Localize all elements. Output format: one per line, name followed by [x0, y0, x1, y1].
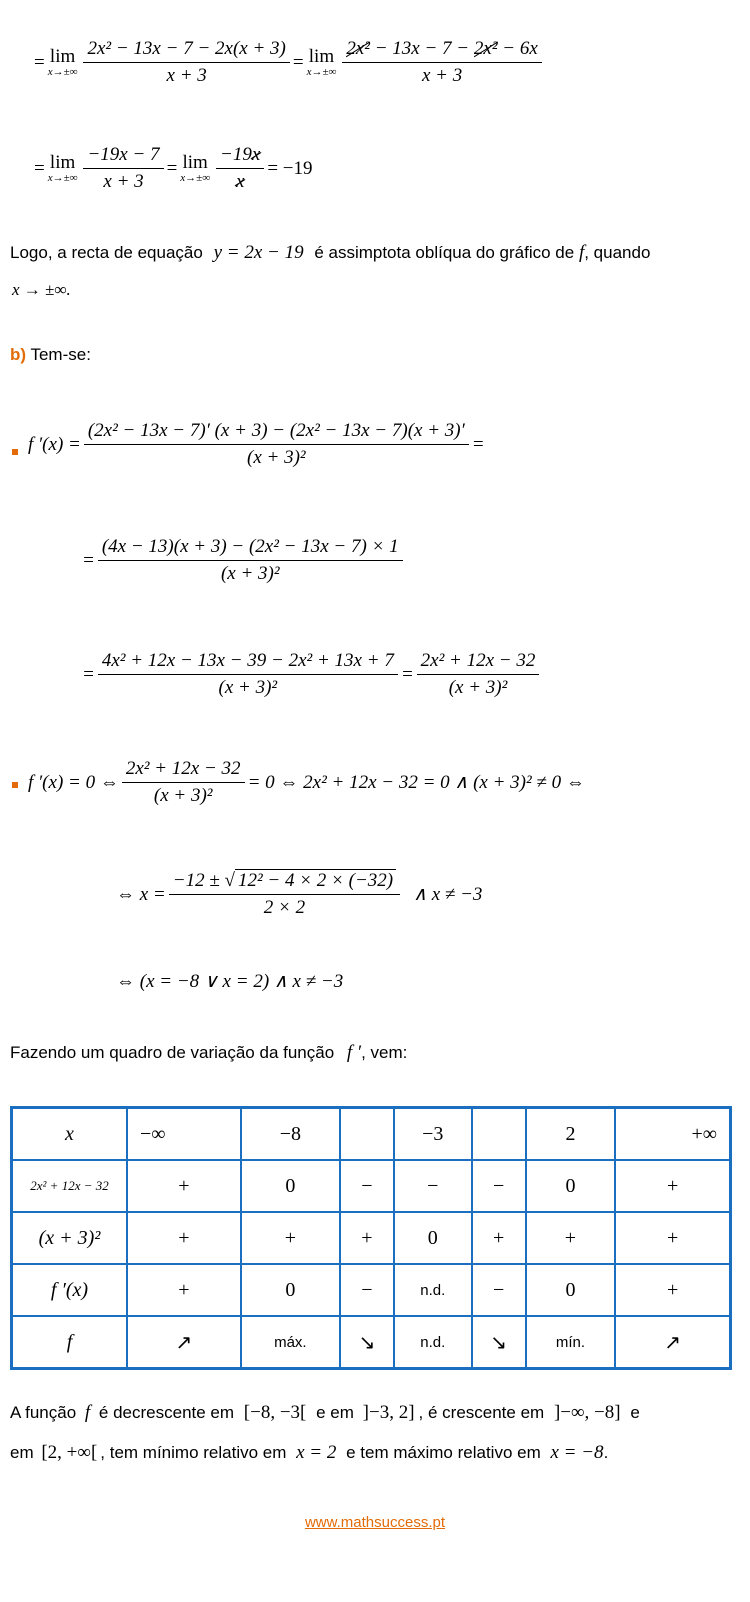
sqrt-radicand: 12² − 4 × 2 × (−32)	[235, 869, 396, 891]
table-cell: ↗	[127, 1316, 241, 1369]
derivative-line-3: = $\frac{\text{4x² + 12x − 13x − 39 − 2x² + 13x + 7}}{\text{(x + 3)²}}$ = $\frac{\text{2x² + 12x − 32}}{\text{(x + 3)²}}$	[82, 650, 542, 699]
table-cell: 0	[241, 1160, 340, 1212]
table-cell: +	[472, 1212, 526, 1264]
fraction: $\frac{\text{2x² + 12x − 32}}{\text{(x + 3)²}}$	[417, 650, 540, 699]
table-cell: +	[127, 1264, 241, 1316]
table-cell: ↘	[472, 1316, 526, 1369]
table-cell: +	[241, 1212, 340, 1264]
table-cell: máx.	[241, 1316, 340, 1369]
table-cell: n.d.	[394, 1264, 472, 1316]
table-cell: mín.	[526, 1316, 616, 1369]
fraction-cancelled: $\frac{\text{2x² − 13x − 7 − 2x² − 6x}}{x + 3}$	[342, 38, 541, 87]
table-cell: −3	[394, 1108, 472, 1161]
limit-line-2: = lim x→±∞ $\frac{-19x - 7}{x + 3}$ = lim x→±∞ $\frac{-19x}{x}$ = −19	[34, 144, 313, 192]
table-cell: −	[472, 1264, 526, 1316]
footer	[0, 1514, 750, 1531]
table-row	[12, 1212, 731, 1264]
table-cell: 0	[526, 1264, 616, 1316]
table-row-label: (x + 3)²	[12, 1212, 128, 1264]
table-cell: ↘	[340, 1316, 394, 1369]
table-cell: −	[394, 1160, 472, 1212]
table-row	[12, 1316, 731, 1369]
table-cell: +	[615, 1212, 730, 1264]
zeros-line-1: f ′(x) = 0 ⇔ $\frac{\text{2x² + 12x − 32}}{\text{(x + 3)²}}$ = 0 ⇔ 2x² + 12x − 32 = 0 ∧ (x + 3)² ≠ 0 ⇔	[28, 758, 585, 806]
table-cell: +	[127, 1160, 241, 1212]
fraction: $\frac{\text{2x² + 12x − 32}}{\text{(x + 3)²}}$	[122, 758, 245, 807]
table-cell: −∞	[127, 1108, 241, 1161]
zeros-line-3: ⇔ (x = −8 ∨ x = 2) ∧ x ≠ −3	[116, 971, 344, 992]
fraction: $\frac{\text{(4x − 13)(x + 3) − (2x² − 13x − 7) × 1}}{\text{(x + 3)²}}$	[98, 536, 403, 585]
table-cell: 0	[394, 1212, 472, 1264]
table-row-label: f ′(x)	[12, 1264, 128, 1316]
table-cell: 2	[526, 1108, 616, 1161]
zeros-line-2: ⇔ x = $\frac{\text{−12 ± √ 12² − 4 × 2 × (−32)}}{2 \times 2}$ ∧ x ≠ −3	[116, 870, 483, 918]
fraction: $\frac{\text{4x² + 12x − 13x − 39 − 2x² + 13x + 7}}{\text{(x + 3)²}}$	[98, 650, 398, 699]
table-cell: −	[340, 1160, 394, 1212]
bullet	[12, 449, 18, 455]
fraction: $\frac{-19x - 7}{x + 3}$	[83, 144, 163, 193]
part-b-heading: b) Tem-se:	[10, 345, 91, 364]
variation-table	[10, 1106, 732, 1370]
asymptote-condition: x → ±∞.	[12, 280, 71, 299]
table-row	[12, 1160, 731, 1212]
conclusion-line-2: em [2, +∞[ , tem mínimo relativo em x = 2 e tem máximo relativo em x = −8.	[10, 1442, 609, 1463]
table-cell: 0	[526, 1160, 616, 1212]
derivative-line-1: f ′(x) = $\frac{\text{(2x² − 13x − 7)′ (x + 3) − (2x² − 13x − 7)(x + 3)′}}{\text{(x + 3)²}}$ =	[28, 420, 485, 468]
asymptote-sentence: Logo, a recta de equação y = 2x − 19 é assimptota oblíqua do gráfico de f, quando	[10, 242, 651, 263]
table-cell: +	[127, 1212, 241, 1264]
table-cell: +∞	[615, 1108, 730, 1161]
lim-operator: lim x→±∞	[306, 46, 337, 78]
fraction: $\frac{\text{2x² − 13x − 7 − 2x(x + 3)}}{x + 3}$	[83, 38, 289, 87]
limit-line-1: = lim x→±∞ $\frac{\text{2x² − 13x − 7 − 2x(x + 3)}}{x + 3}$ = lim x→±∞ $\frac{\text{2x² − 13x − 7 − 2x² − 6x}}{x + 3}$	[34, 38, 545, 87]
table-row-label: x	[12, 1108, 128, 1161]
footer-link[interactable]: www.mathsuccess.pt	[304, 1514, 446, 1531]
table-cell: ↗	[615, 1316, 730, 1369]
table-row	[12, 1264, 731, 1316]
table-row-label: f	[12, 1316, 128, 1369]
bullet	[12, 782, 18, 788]
table-cell	[472, 1108, 526, 1161]
fraction: $\frac{\text{−12 ± √ 12² − 4 × 2 × (−32)}}{2 \times 2}$	[169, 870, 400, 919]
conclusion-line-1: A função f é decrescente em [−8, −3[ e em ]−3, 2] , é crescente em ]−∞, −8] e	[10, 1402, 640, 1423]
cancelled-term: x	[235, 171, 245, 192]
cancelled-term: 2x²	[473, 38, 498, 59]
fraction-cancelled: $\frac{-19x}{x}$	[216, 144, 264, 193]
lim-operator: lim x→±∞	[180, 152, 211, 184]
table-cell: −	[472, 1160, 526, 1212]
cancelled-term: 2x²	[346, 38, 370, 59]
table-cell	[340, 1108, 394, 1161]
table-cell: 0	[241, 1264, 340, 1316]
table-cell: +	[615, 1264, 730, 1316]
lim-operator: lim x→±∞	[47, 46, 78, 78]
table-cell: +	[526, 1212, 616, 1264]
lim-operator: lim x→±∞	[47, 152, 78, 184]
table-cell: +	[340, 1212, 394, 1264]
table-row	[12, 1108, 731, 1161]
table-cell: n.d.	[394, 1316, 472, 1369]
cancelled-term: x	[251, 144, 261, 165]
table-cell: −8	[241, 1108, 340, 1161]
derivative-line-2: = $\frac{\text{(4x − 13)(x + 3) − (2x² − 13x − 7) × 1}}{\text{(x + 3)²}}$	[82, 536, 406, 585]
fraction: $\frac{\text{(2x² − 13x − 7)′ (x + 3) − (2x² − 13x − 7)(x + 3)′}}{\text{(x + 3)²}}$	[84, 420, 469, 469]
table-cell: −	[340, 1264, 394, 1316]
table-cell: +	[615, 1160, 730, 1212]
table-intro: Fazendo um quadro de variação da função f ′, vem:	[10, 1042, 408, 1063]
table-row-label: 2x² + 12x − 32	[12, 1160, 128, 1212]
